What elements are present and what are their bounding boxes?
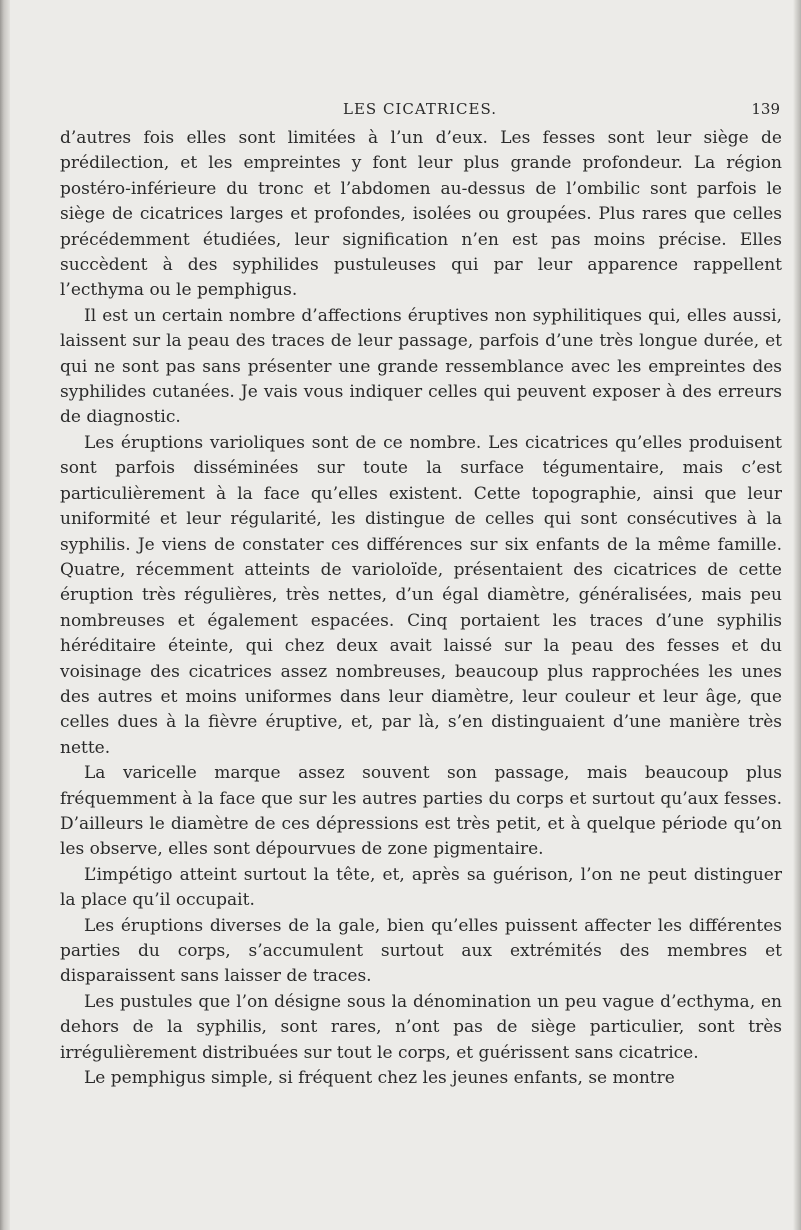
paragraph-4: La varicelle marque assez souvent son passage, mais beaucoup plus fréquemment à la face que sur les autres parties du corps et surtout qu’aux fesses. D’ailleurs le diamètre de ces dépressions est très petit, et à quelque période qu’on les observe, elles sont dépourvues de zone pigmentaire. (60, 763, 782, 860)
body-text (60, 126, 782, 1091)
paragraph-6: Les éruptions diverses de la gale, bien qu’elles puissent affecter les différentes parties du corps, s’accumulent surtout aux extrémités des membres et disparaissent sans laisser de traces. (60, 915, 782, 987)
page-left-edge (0, 0, 10, 1230)
paragraph-3: Les éruptions varioliques sont de ce nombre. Les cicatrices qu’elles produisent sont parfois disséminées sur toute la surface tégumentaire, mais c’est particulièrement à la face qu’elles existent. Cette topographie, ainsi que leur uniformité et leur régularité, les distingue de celles qui sont consécutives à la syphilis. Je viens de constater ces différences sur six enfants de la même famille. Quatre, récemment atteints de varioloïde, présentaient des cicatrices de cette éruption très régulières, très nettes, d’un égal diamètre, généralisées, mais peu nombreuses et également espacées. Cinq portaient les traces d’une syphilis héréditaire éteinte, qui chez deux avait laissé sur la peau des fesses et du voisinage des cicatrices assez nombreuses, beaucoup plus rapprochées les unes des autres et moins uniformes dans leur diamètre, leur couleur et leur âge, que celles dues à la fièvre éruptive, et, par là, s’en distinguaient d’une manière très nette. (60, 432, 782, 758)
paragraph-2: Il est un certain nombre d’affections éruptives non syphilitiques qui, elles aussi, laissent sur la peau des traces de leur passage, parfois d’une très longue durée, et qui ne sont pas sans présenter une grande ressemblance avec les empreintes des syphilides cutanées. Je vais vous indiquer celles qui peuvent exposer à des erreurs de diagnostic. (60, 305, 782, 428)
page-number: 139 (751, 100, 780, 118)
page-right-edge (793, 0, 801, 1230)
paragraph-5: L’impétigo atteint surtout la tête, et, après sa guérison, l’on ne peut distinguer la place qu’il occupait. (60, 864, 782, 911)
paragraph-8: Le pemphigus simple, si fréquent chez les jeunes enfants, se montre (84, 1068, 675, 1089)
paragraph-7: Les pustules que l’on désigne sous la dénomination un peu vague d’ecthyma, en dehors de la syphilis, sont rares, n’ont pas de siège particulier, sont très irrégulièrement distribuées sur tout le corps, et guérissent sans cicatrice. (60, 991, 782, 1063)
paragraph-1: d’autres fois elles sont limitées à l’un d’eux. Les fesses sont leur siège de prédilection, et les empreintes y font leur plus grande profondeur. La région postéro-inférieure du tronc et l’abdomen au-dessus de l’ombilic sont parfois le siège de cicatrices larges et profondes, isolées ou groupées. Plus rares que celles précédemment étudiées, leur signification n’en est pas moins précise. Elles succèdent à des syphilides pustuleuses qui par leur apparence rappellent l’ecthyma ou le pemphigus. (60, 128, 782, 301)
running-title: LES CICATRICES. (342, 100, 497, 118)
running-head (60, 98, 780, 124)
